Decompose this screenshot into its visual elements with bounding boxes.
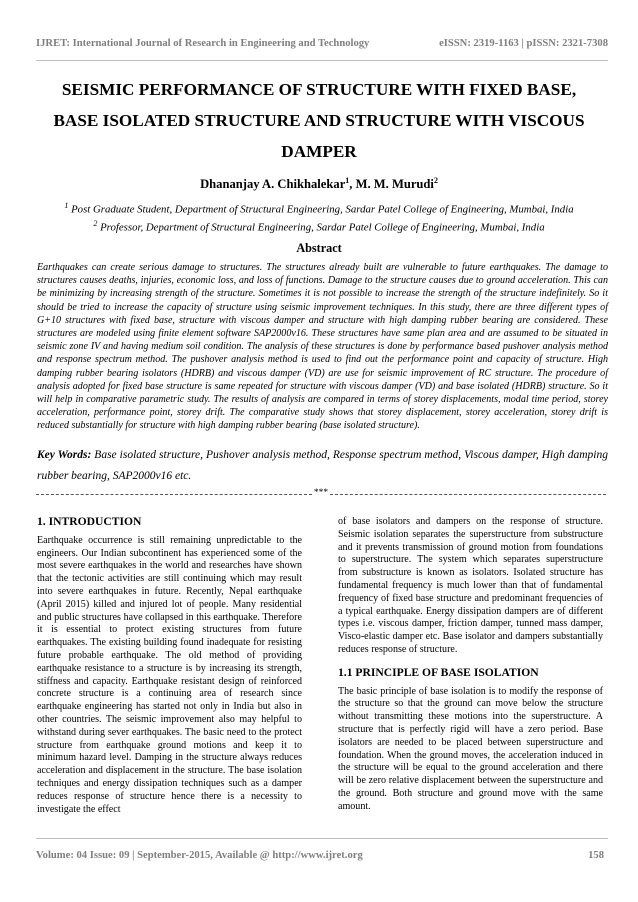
affiliation-2 [30,217,608,235]
journal-name: IJRET: International Journal of Research in Engineering and Technology [36,38,370,49]
section-heading-base-isolation: 1.1 PRINCIPLE OF BASE ISOLATION [338,665,539,679]
affiliations [30,199,608,234]
affiliation-2-text: Professor, Department of Structural Engineering, Sardar Patel College of Engineering, Mumbai, India [97,221,545,234]
page-footer [36,850,604,861]
keywords [37,445,608,487]
page-number: 158 [588,850,604,861]
title-line-1: SEISMIC PERFORMANCE OF STRUCTURE WITH FIXED BASE, [61,80,577,99]
section-divider [36,488,606,499]
abstract-heading: Abstract [296,241,342,255]
introduction-paragraph: Earthquake occurrence is still remaining unpredictable to the engineers. Our Indian subcontinent has experienced some of the most severe earthquakes in the world and researches have shown that the tectonic activities are still continuing which may result into severe earthquakes in future. Recently, Nepal earthquake (April 2015) killed and injured lot of people. Many residential and public structures have collapsed in this earthquake. Therefore it is essential to protect existing structures from future earthquakes. The existing building found inadequate for resisting future probable earthquake. The old method of providing earthquake resistance to a structure is by increasing its strength, stiffness and capacity. Earthquake resistant design of reinforced concrete structure is a continuing area of research since earthquake engineering has started not only in India but also in other countries. The seismic improvement also may helpful to withstand during sever earthquakes. The basic need to the protect structure from earthquake ground motions and keep it to minimum hazard level. Damping in the structure always reduces acceleration and displacement in the structure. The base isolation techniques and energy dissipation techniques such as a damper reduces response of structure hence there is a necessity to investigate the effect [37,534,302,815]
author-separator: , [349,177,356,192]
affiliation-1-text: Post Graduate Student, Department of Structural Engineering, Sardar Patel College of Engineering, Mumbai, India [68,203,574,216]
left-column [37,516,302,816]
author-list [40,176,598,192]
issn-info: eISSN: 2319-1163 | pISSN: 2321-7308 [439,38,608,49]
paper-title [40,74,598,167]
base-isolation-paragraph: The basic principle of base isolation is to modify the response of the structure so that the ground can move below the structure without transmitting these motions into the superstructure. A structure that is perfectly rigid will have a zero period. Base isolators are needed to be placed between superstructure and foundation. When the ground moves, the acceleration induced in the structure will be equal to the ground acceleration and there will be zero relative displacement between the superstructure and the ground. Both structure and ground move with the same amount. [338,685,603,812]
section-heading-introduction: 1. INTRODUCTION [37,515,142,528]
keywords-text: Base isolated structure, Pushover analysis method, Response spectrum method, Viscous damper, High damping rubber bearing, SAP2000v16 etc. [37,449,608,482]
divider-stars: *** [313,488,329,498]
author-1-affil-mark: 1 [345,176,350,185]
keywords-label: Key Words: [37,449,92,461]
author-2: M. M. Murudi [355,177,434,192]
footer-volume-info: Volume: 04 Issue: 09 | September-2015, Available @ http://www.ijret.org [36,850,363,861]
title-line-2: BASE ISOLATED STRUCTURE AND STRUCTURE WITH VISCOUS [53,111,585,130]
abstract-body: Earthquakes can create serious damage to structures. The structures already built are vulnerable to future earthquakes. The damage to structures causes deaths, injuries, economic loss, and loss of functions. Damage to the structure causes due to ground acceleration. This can be minimizing by increasing strength of the structure. Sometimes it is not possible to increase the strength of the structure indefinitely. So it should be tried to increase the capacity of structure using seismic improvement techniques. In this study, there are three different types of G+10 structures with fixed base, structure with viscous damper and structure with high damping rubber bearing are considered. These structures are modeled using finite element software SAP2000v16. These structures have same plan area and are assumed to be situated in seismic zone IV and having medium soil condition. The analysis of these structures is done by performance based pushover analysis method and response spectrum method. The pushover analysis method is used to find out the performance point and capacity of structure. High damping rubber bearing isolators (HDRB) and viscous damper (VD) are use for seismic improvement of RC structure. The procedure of analysis adopted for fixed base structure is same repeated for structure with viscous damper (VD) and base isolated (HDRB) structure. So it will help in comparative parametric study. The results of analysis are compared in terms of storey displacements, modal time period, storey acceleration, performance point, storey drift. The comparative study shows that storey displacement, storey acceleration, storey drift is reduced substantially for structure with high damping rubber bearing (base isolated structure). [37,262,608,432]
running-header [36,38,608,49]
footer-rule [36,838,608,839]
introduction-paragraph-continued: of base isolators and dampers on the response of structure. Seismic isolation separates the superstructure from substructure and it prevents transmission of ground motion from foundations to superstructure. The system which separates superstructure from substructure is known as isolators. Isolated structure has fundamental frequency is much lower than that of fundamental frequency of fixed base structure and predominant frequencies of a typical earthquake. Energy dissipation dampers are of different types i.e. viscous damper, friction damper, tunned mass damper, Visco-elastic damper etc. Base isolator and dampers substantially reduces response of structure. [338,516,603,655]
title-line-3: DAMPER [281,142,357,161]
affiliation-1-mark: 1 [64,201,69,210]
author-1: Dhananjay A. Chikhalekar [200,177,346,192]
affiliation-2-mark: 2 [93,218,98,228]
header-rule [36,60,608,61]
divider-dash-left [36,494,312,495]
author-2-affil-mark: 2 [433,176,438,185]
divider-dash-right [330,494,606,495]
affiliation-1 [30,199,608,217]
right-column [338,516,603,814]
